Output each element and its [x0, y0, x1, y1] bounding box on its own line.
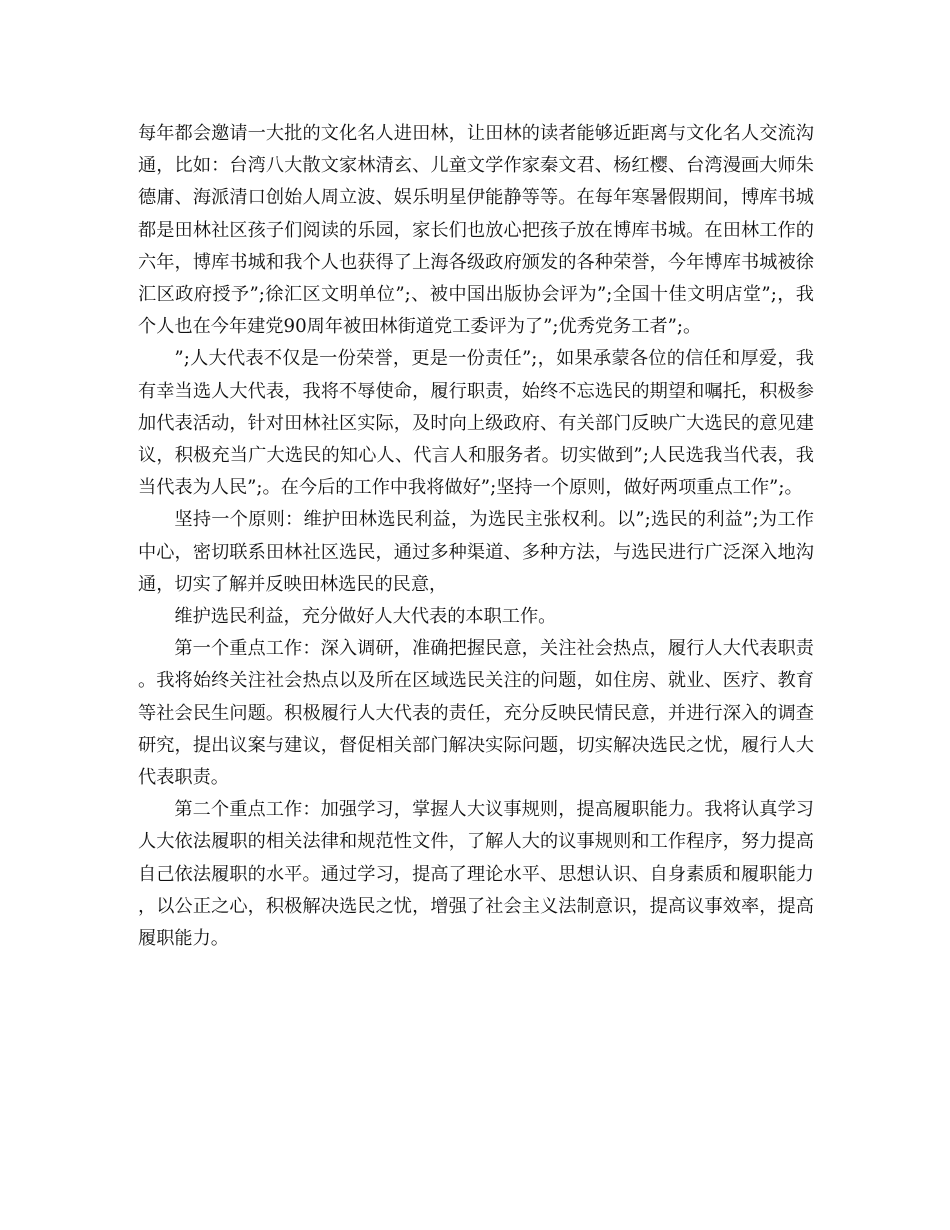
paragraph-deputy-responsibility: ”;人大代表不仅是一份荣誉，更是一份责任”;，如果承蒙各位的信任和厚爱，我有幸当选人大代表，我将不辱使命，履行职责，始终不忘选民的期望和嘱托，积极参加代表活动，针对田林社区实际，及时向上级政府、有关部门反映广大选民的意见建议，积极充当广大选民的知心人、代言人和服务者。切实做到”;人民选我当代表，我当代表为人民”;。在今后的工作中我将做好”;坚持一个原则，做好两项重点工作”;。	[138, 348, 814, 499]
paragraph-one-principle: 坚持一个原则：维护田林选民利益，为选民主张权利。以”;选民的利益”;为工作中心，密切联系田林社区选民，通过多种渠道、多种方法，与选民进行广泛深入地沟通，切实了解并反映田林选民的民意，	[138, 509, 814, 595]
paragraph-cultural-events: 每年都会邀请一大批的文化名人进田林，让田林的读者能够近距离与文化名人交流沟通，比如：台湾八大散文家林清玄、儿童文学作家秦文君、杨红樱、台湾漫画大师朱德庸、海派清口创始人周立波、娱乐明星伊能静等等。在每年寒暑假期间，博库书城都是田林社区孩子们阅读的乐园，家长们也放心把孩子放在博库书城。在田林工作的六年，博库书城和我个人也获得了上海各级政府颁发的各种荣誉，今年博库书城被徐汇区政府授予”;徐汇区文明单位”;、被中国出版协会评为”;全国十佳文明店堂”;，我个人也在今年建党90周年被田林街道党工委评为了”;优秀党务工者”;。	[138, 123, 814, 338]
paragraph-second-key-task: 第二个重点工作：加强学习，掌握人大议事规则，提高履职能力。我将认真学习人大依法履职的相关法律和规范性文件，了解人大的议事规则和工作程序，努力提高自己依法履职的水平。通过学习，提高了理论水平、思想认识、自身素质和履职能力，以公正之心，积极解决选民之忧，增强了社会主义法制意识，提高议事效率，提高履职能力。	[138, 799, 814, 950]
paragraph-first-key-task: 第一个重点工作：深入调研，准确把握民意，关注社会热点，履行人大代表职责。我将始终关注社会热点以及所在区域选民关注的问题，如住房、就业、医疗、教育等社会民生问题。积极履行人大代表的责任，充分反映民情民意，并进行深入的调查研究，提出议案与建议，督促相关部门解决实际问题，切实解决选民之忧，履行人大代表职责。	[138, 638, 814, 789]
document-body	[138, 118, 814, 955]
paragraph-protect-voter-interests: 维护选民利益，充分做好人大代表的本职工作。	[174, 606, 557, 628]
